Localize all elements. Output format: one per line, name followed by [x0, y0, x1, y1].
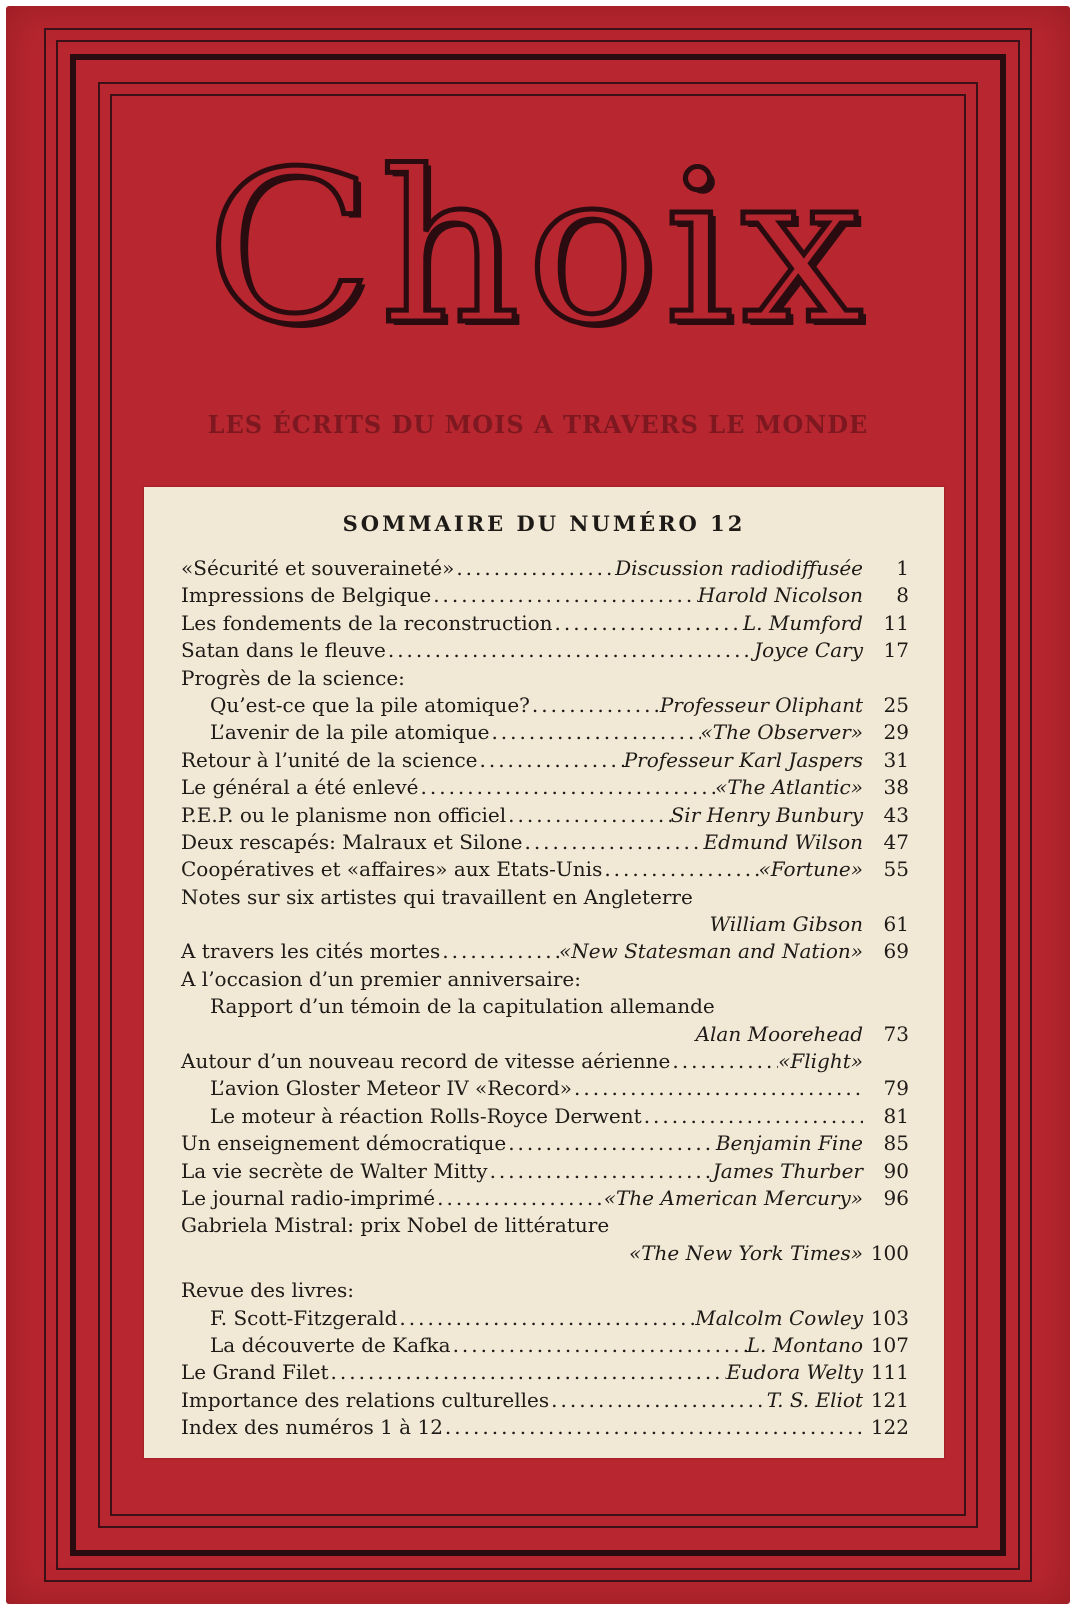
- entry-page: 25: [883, 692, 909, 717]
- toc-entry: [181, 1075, 909, 1102]
- entry-title: «Sécurité et souveraineté»: [181, 556, 455, 580]
- toc-entry: [181, 582, 909, 609]
- entry-author: William Gibson: [709, 912, 863, 937]
- leader-dots: [602, 856, 758, 883]
- entry-author: «Flight»: [778, 1049, 863, 1074]
- entry-title: A l’occasion d’un premier anniversaire:: [181, 966, 581, 991]
- entry-title: Importance des relations culturelles: [181, 1387, 550, 1412]
- leader-dots: [530, 692, 660, 719]
- entry-author: Sir Henry Bunbury: [670, 802, 863, 827]
- entry-page: 43: [883, 802, 909, 827]
- toc-section-heading: [181, 966, 909, 993]
- entry-title: La vie secrète de Walter Mitty: [181, 1158, 488, 1183]
- toc-entry: [181, 774, 909, 801]
- toc-entry: [181, 555, 909, 582]
- entry-page: 29: [883, 720, 909, 745]
- entry-author: T. S. Eliot: [766, 1387, 863, 1412]
- entry-author: «Fortune»: [758, 857, 863, 882]
- toc-entry-credit: [181, 1021, 909, 1048]
- toc-entry: [181, 1359, 909, 1386]
- entry-title: F. Scott-Fitzgerald: [210, 1305, 398, 1330]
- toc-entry: [181, 829, 909, 856]
- toc-entry: [181, 637, 909, 664]
- leader-dots: [451, 1332, 747, 1359]
- entry-author: «The American Mercury»: [603, 1185, 863, 1210]
- entry-title: Le général a été enlevé: [181, 775, 419, 800]
- entry-page: 103: [870, 1305, 909, 1330]
- entry-page: 69: [883, 939, 909, 964]
- toc-entry: [181, 1158, 909, 1185]
- entry-author: «The Atlantic»: [715, 775, 863, 800]
- leader-dots: [419, 774, 716, 801]
- entry-title: Le Grand Filet: [181, 1360, 329, 1385]
- toc-entry: [181, 1387, 909, 1414]
- entry-title: Coopératives et «affaires» aux Etats-Unis: [181, 857, 603, 882]
- leader-dots: [670, 1048, 778, 1075]
- toc-entry-credit: [181, 911, 909, 938]
- leader-dots: [489, 719, 700, 746]
- entry-page: 121: [870, 1387, 909, 1412]
- entry-author: Professeur Oliphant: [659, 692, 863, 717]
- entry-author: Alan Moorehead: [695, 1021, 863, 1046]
- toc-entry: [181, 993, 909, 1020]
- leader-dots: [522, 829, 703, 856]
- toc-entry: [181, 1414, 909, 1441]
- toc-entry: [181, 802, 909, 829]
- entry-page: 38: [883, 775, 909, 800]
- entry-title: Revue des livres:: [181, 1278, 355, 1303]
- toc-entry: [181, 1212, 909, 1239]
- entry-page: 55: [883, 857, 909, 882]
- toc-entry: [181, 610, 909, 637]
- entry-author: Edmund Wilson: [703, 829, 863, 854]
- table-of-contents: [181, 555, 909, 1442]
- entry-title: A travers les cités mortes: [181, 939, 441, 964]
- entry-page: 96: [883, 1185, 909, 1210]
- entry-title: Le moteur à réaction Rolls-Royce Derwent: [210, 1103, 642, 1128]
- entry-author: Benjamin Fine: [715, 1131, 863, 1156]
- leader-dots: [397, 1305, 695, 1332]
- entry-title: Notes sur six artistes qui travaillent en Angleterre: [181, 884, 693, 909]
- entry-title: Qu’est-ce que la pile atomique?: [210, 692, 530, 717]
- entry-page: 90: [883, 1158, 909, 1183]
- toc-entry: [181, 856, 909, 883]
- entry-title: Satan dans le fleuve: [181, 638, 386, 663]
- entry-author: L. Mumford: [742, 610, 863, 635]
- entry-author: Eudora Welty: [726, 1360, 863, 1385]
- entry-page: 1: [896, 556, 909, 580]
- toc-entry: [181, 719, 909, 746]
- entry-title: Les fondements de la reconstruction: [181, 610, 553, 635]
- entry-page: 81: [883, 1103, 909, 1128]
- entry-page: 61: [883, 912, 909, 937]
- toc-entry: [181, 1185, 909, 1212]
- leader-dots: [443, 1414, 863, 1441]
- entry-page: 47: [883, 829, 909, 854]
- toc-section-heading: [181, 665, 909, 692]
- entry-title: P.E.P. ou le planisme non officiel: [181, 802, 507, 827]
- entry-title: La découverte de Kafka: [210, 1332, 451, 1357]
- entry-title: Un enseignement démocratique: [181, 1131, 507, 1156]
- leader-dots: [549, 1387, 767, 1414]
- magazine-cover: [6, 6, 1070, 1604]
- entry-author: «New Statesman and Nation»: [559, 939, 863, 964]
- entry-title: Impressions de Belgique: [181, 583, 432, 608]
- section-spacer: [181, 1267, 909, 1277]
- entry-title: Rapport d’un témoin de la capitulation allemande: [210, 994, 715, 1019]
- leader-dots: [642, 1103, 863, 1130]
- entry-page: 11: [883, 610, 909, 635]
- leader-dots: [553, 610, 743, 637]
- entry-title: Progrès de la science:: [181, 665, 405, 690]
- toc-entry: [181, 884, 909, 911]
- entry-author: «The New York Times»: [628, 1240, 863, 1265]
- entry-page: 73: [883, 1021, 909, 1046]
- entry-page: 17: [883, 638, 909, 663]
- entry-author: Discussion radiodiffusée: [615, 556, 863, 580]
- entry-author: James Thurber: [712, 1158, 863, 1183]
- toc-entry: [181, 692, 909, 719]
- entry-page: 79: [883, 1076, 909, 1101]
- entry-author: L. Montano: [746, 1332, 863, 1357]
- entry-author: Malcolm Cowley: [695, 1305, 863, 1330]
- leader-dots: [488, 1158, 713, 1185]
- leader-dots: [506, 802, 670, 829]
- leader-dots: [431, 582, 698, 609]
- leader-dots: [435, 1185, 604, 1212]
- contents-panel: [144, 487, 944, 1458]
- entry-page: 107: [870, 1332, 909, 1357]
- entry-title: Autour d’un nouveau record de vitesse aérienne: [181, 1049, 671, 1074]
- entry-title: Index des numéros 1 à 12: [181, 1415, 443, 1440]
- masthead-title: Choix: [206, 126, 870, 371]
- entry-title: Deux rescapés: Malraux et Silone: [181, 829, 523, 854]
- masthead-subtitle: LES ÉCRITS DU MOIS A TRAVERS LE MONDE: [207, 410, 869, 439]
- entry-page: 31: [883, 747, 909, 772]
- toc-entry: [181, 938, 909, 965]
- entry-page: 111: [870, 1360, 909, 1385]
- entry-page: 85: [883, 1131, 909, 1156]
- toc-entry: [181, 1305, 909, 1332]
- leader-dots: [440, 938, 559, 965]
- entry-author: Joyce Cary: [754, 638, 863, 663]
- toc-entry: [181, 1130, 909, 1157]
- toc-section-heading: [181, 1048, 909, 1075]
- entry-title: Le journal radio-imprimé: [181, 1185, 436, 1210]
- entry-title: Gabriela Mistral: prix Nobel de littérature: [181, 1213, 610, 1238]
- toc-entry-credit: [181, 1240, 909, 1267]
- entry-author: Harold Nicolson: [697, 583, 863, 608]
- toc-entry: [181, 747, 909, 774]
- toc-entry: [181, 1332, 909, 1359]
- entry-page: 122: [870, 1415, 909, 1440]
- entry-author: «The Observer»: [700, 720, 863, 745]
- leader-dots: [386, 637, 754, 664]
- toc-entry: [181, 1103, 909, 1130]
- leader-dots: [454, 555, 615, 582]
- contents-heading: SOMMAIRE DU NUMÉRO 12: [342, 511, 746, 536]
- leader-dots: [572, 1075, 863, 1102]
- entry-page: 8: [896, 583, 909, 608]
- entry-title: L’avion Gloster Meteor IV «Record»: [210, 1076, 573, 1101]
- entry-author: Professeur Karl Jaspers: [623, 747, 863, 772]
- entry-page: 100: [870, 1240, 909, 1265]
- entry-title: L’avenir de la pile atomique: [210, 720, 490, 745]
- leader-dots: [329, 1359, 727, 1386]
- entry-title: Retour à l’unité de la science: [181, 747, 478, 772]
- leader-dots: [506, 1130, 716, 1157]
- toc-section-heading: [181, 1277, 909, 1304]
- leader-dots: [477, 747, 623, 774]
